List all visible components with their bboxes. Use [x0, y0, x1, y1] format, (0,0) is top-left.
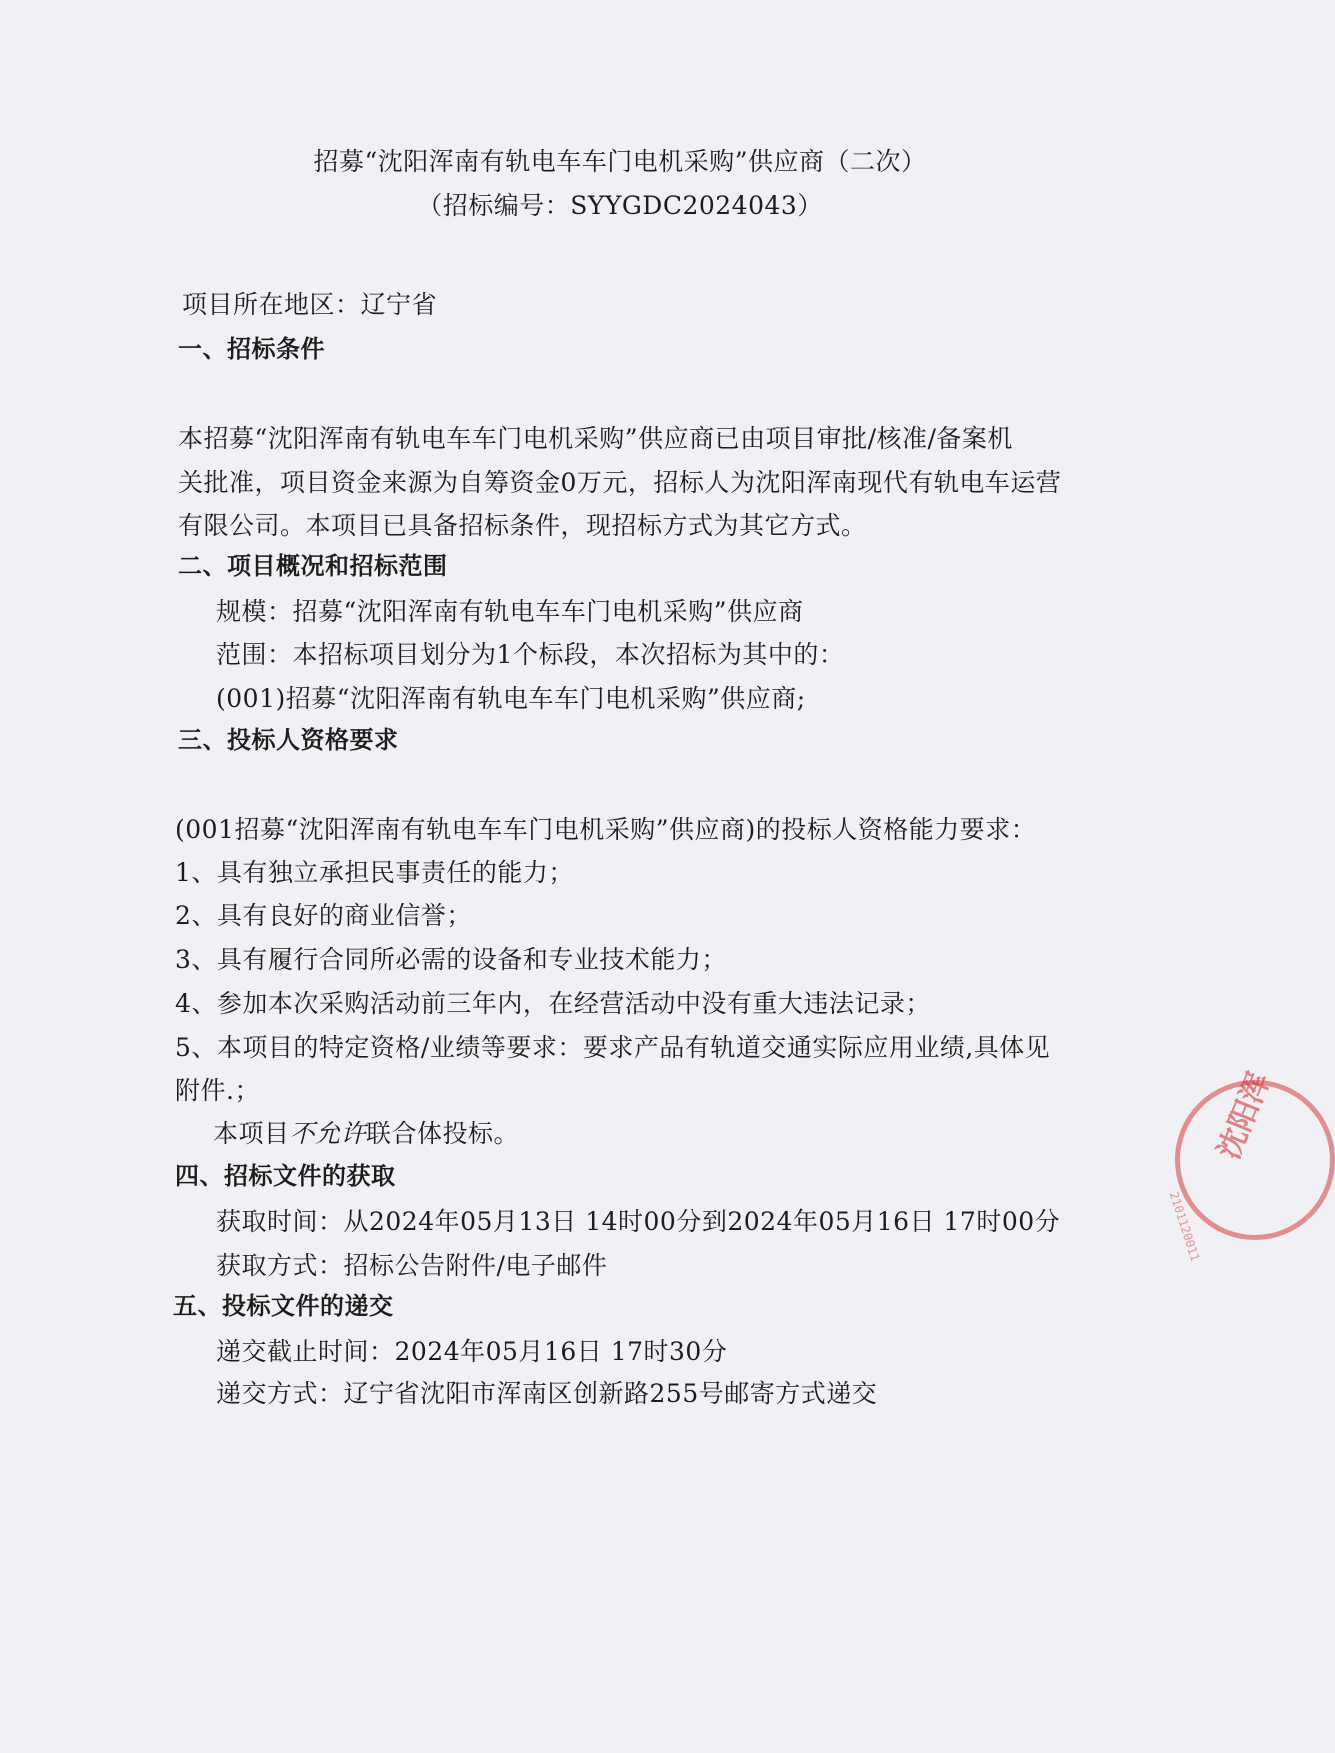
seal-text: 沈阳浑 [1211, 1067, 1278, 1165]
section-2-scale: 规模：招募“沈阳浑南有轨电车车门电机采购”供应商 [216, 597, 804, 626]
bid-number: （招标编号：SYYGDC2024043） [417, 191, 823, 220]
submission-deadline: 递交截止时间：2024年05月16日 17时30分 [216, 1337, 728, 1366]
requirement-2: 2、具有良好的商业信誉； [175, 901, 472, 930]
seal-number: 2101120011 [1166, 1190, 1203, 1264]
submission-method: 递交方式：辽宁省沈阳市浑南区创新路255号邮寄方式递交 [216, 1379, 878, 1408]
section-2-range: 范围：本招标项目划分为1个标段，本次招标为其中的： [216, 640, 845, 669]
section-1-paragraph-line-1: 本招募“沈阳浑南有轨电车车门电机采购”供应商已由项目审批/核准/备案机 [178, 424, 1013, 453]
acquisition-time: 获取时间：从2024年05月13日 14时00分到2024年05月16日 17时00分 [216, 1207, 1061, 1236]
joint-bid-statement [213, 1118, 519, 1150]
joint-bid-prefix: 本项目 [213, 1119, 290, 1148]
requirement-5-line-1: 5、本项目的特定资格/业绩等要求：要求产品有轨道交通实际应用业绩,具体见 [175, 1033, 1051, 1062]
joint-bid-not-allowed: 不允许 [289, 1119, 367, 1148]
section-4-heading: 四、招标文件的获取 [175, 1162, 396, 1190]
section-1-paragraph-line-2: 关批准，项目资金来源为自筹资金0万元，招标人为沈阳浑南现代有轨电车运营 [178, 468, 1062, 497]
document-title: 招募“沈阳浑南有轨电车车门电机采购”供应商（二次） [313, 147, 927, 176]
section-3-intro: (001招募“沈阳浑南有轨电车车门电机采购”供应商)的投标人资格能力要求： [175, 815, 1037, 844]
section-5-heading: 五、投标文件的递交 [173, 1292, 394, 1320]
requirement-5-line-2: 附件.； [175, 1076, 260, 1105]
section-2-heading: 二、项目概况和招标范围 [178, 552, 448, 580]
requirement-3: 3、具有履行合同所必需的设备和专业技术能力； [175, 945, 727, 974]
acquisition-method: 获取方式：招标公告附件/电子邮件 [216, 1251, 608, 1280]
section-1-paragraph-line-3: 有限公司。本项目已具备招标条件，现招标方式为其它方式。 [178, 511, 867, 540]
requirement-1: 1、具有独立承担民事责任的能力； [175, 858, 574, 887]
section-3-heading: 三、投标人资格要求 [178, 726, 399, 754]
section-1-heading: 一、招标条件 [178, 335, 325, 363]
joint-bid-suffix: 联合体投标。 [366, 1119, 520, 1148]
section-2-lot: (001)招募“沈阳浑南有轨电车车门电机采购”供应商; [216, 684, 806, 713]
project-region: 项目所在地区：辽宁省 [182, 290, 438, 319]
requirement-4: 4、参加本次采购活动前三年内，在经营活动中没有重大违法记录； [175, 989, 931, 1018]
